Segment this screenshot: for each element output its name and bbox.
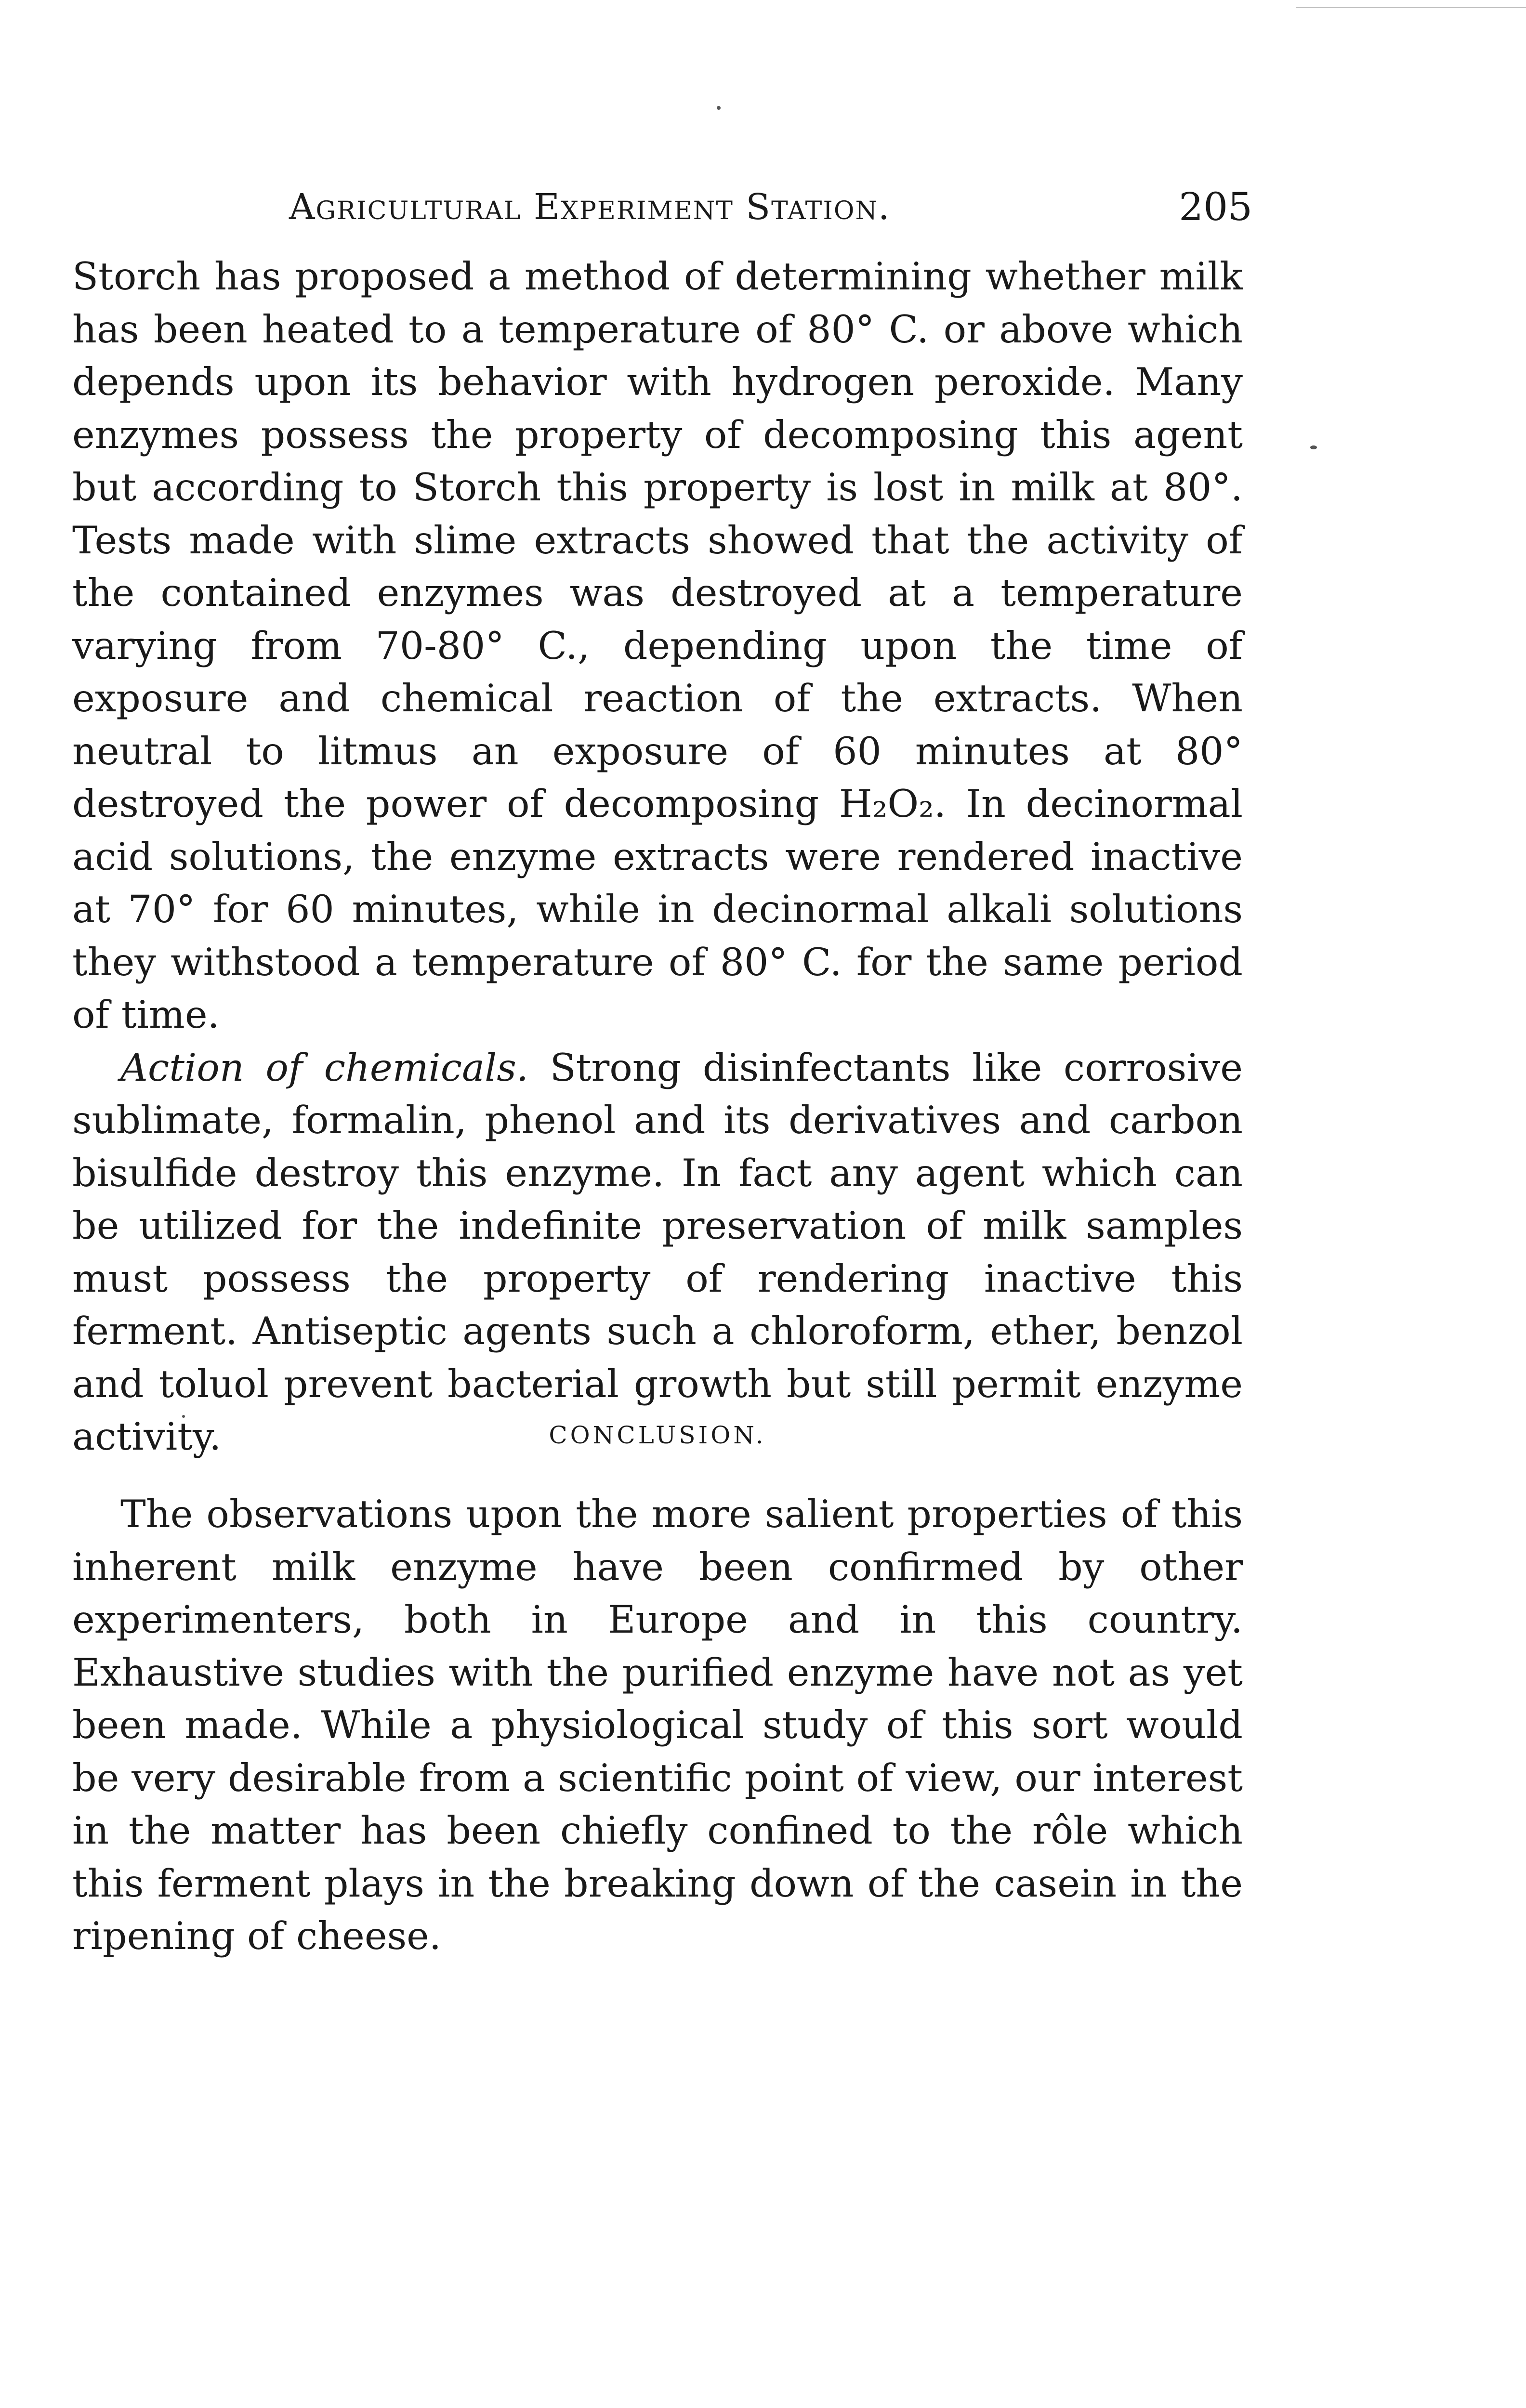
section-heading-conclusion: CONCLUSION. (549, 1421, 766, 1449)
body-text-top (72, 250, 1243, 1464)
body-text-conclusion (72, 1488, 1243, 1963)
paragraph-conclusion: The observations upon the more salient properties of this inherent milk enzyme have been confirmed by other experimenters, both in Europe and in this country. Exhaustive studies with the purified enzyme have not as yet been made. While a physiological study of this sort would be very desirable from a scientific point of view, our interest in the matter has been chiefly confined to the rôle which this ferment plays in the breaking down of the casein in the ripening of cheese. (72, 1492, 1243, 1958)
speck-right (1310, 445, 1317, 449)
paragraph-storch: Storch has proposed a method of determining whether milk has been heated to a temperature of 80° C. or above which depends upon its behavior with hydrogen peroxide. Many enzymes possess the property of decomposing this agent but according to Storch this property is lost in milk at 80°. Tests made with slime extracts showed that the activity of the contained enzymes was destroyed at a temperature varying from 70-80° C., depending upon the time of exposure and chemical reaction of the extracts. When neutral to litmus an exposure of 60 minutes at 80° destroyed the power of decomposing H₂O₂. In decinormal acid solutions, the enzyme extracts were rendered inactive at 70° for 60 minutes, while in decinormal alkali solutions they withstood a temperature of 80° C. for the same period of time. (72, 254, 1243, 1037)
paragraph-lead-italic: Action of chemicals. (120, 1045, 529, 1090)
running-title: Agricultural Experiment Station. (289, 186, 891, 228)
paragraph-action-of-chemicals (72, 1042, 1243, 1464)
page-edge-line (1296, 7, 1526, 8)
page-header (289, 181, 1252, 234)
speck-top (717, 106, 721, 110)
page-number: 205 (1179, 184, 1252, 229)
paragraph-action-text: Strong disinfectants like corrosive sublimate, formalin, phenol and its derivatives and carbon bisulfide destroy this enzyme. In fact any agent which can be utilized for the indefinite preservation of milk samples must possess the property of rendering inactive this ferment. Antiseptic agents such a chloroform, ether, benzol and toluol prevent bacterial growth but still permit enzyme activity. (72, 1045, 1243, 1459)
